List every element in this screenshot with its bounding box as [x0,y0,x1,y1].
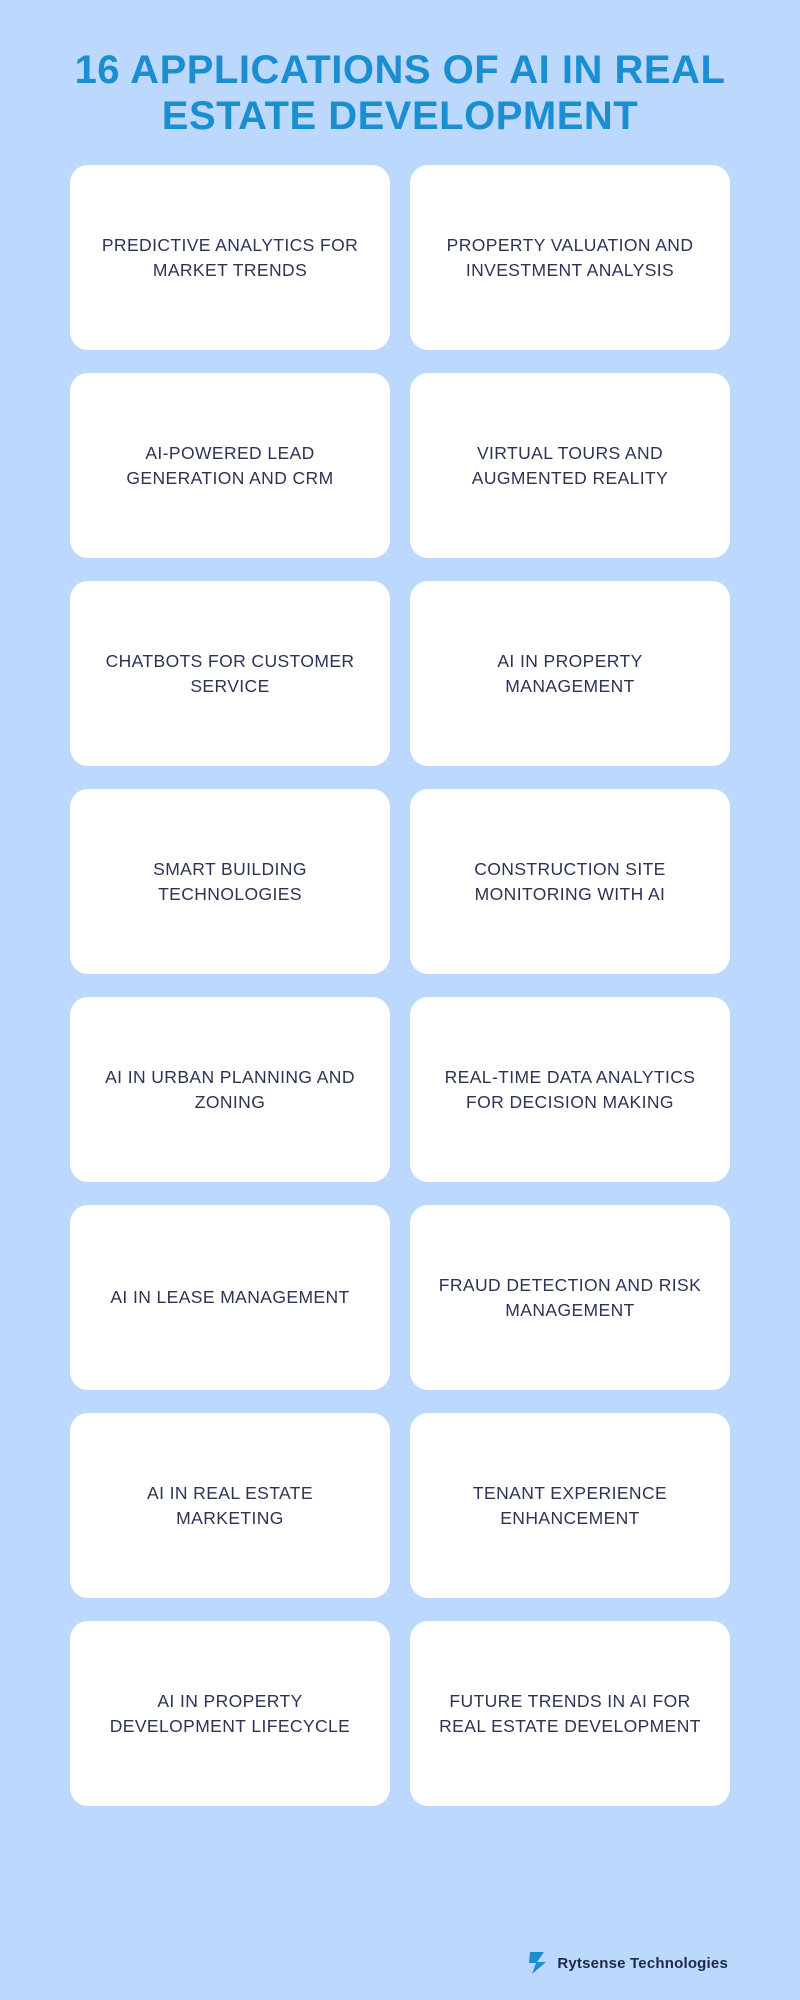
application-card-label: REAL-TIME DATA ANALYTICS FOR DECISION MAKING [444,1067,696,1112]
application-card[interactable] [410,581,730,766]
application-card-label: AI IN PROPERTY DEVELOPMENT LIFECYCLE [109,1691,351,1736]
application-card[interactable] [410,789,730,974]
application-card-label: CONSTRUCTION SITE MONITORING WITH AI [474,859,666,904]
application-card[interactable] [70,581,390,766]
application-card-label: VIRTUAL TOURS AND AUGMENTED REALITY [471,443,669,488]
application-card-label: TENANT EXPERIENCE ENHANCEMENT [472,1483,668,1528]
application-card-label: AI IN LEASE MANAGEMENT [110,1287,350,1308]
application-card[interactable] [70,165,390,350]
application-card[interactable] [410,1205,730,1390]
application-card-label: AI IN URBAN PLANNING AND ZONING [105,1067,355,1112]
footer-branding [0,1950,800,2000]
application-card[interactable] [70,1205,390,1390]
application-card-label: PROPERTY VALUATION AND INVESTMENT ANALYSIS [446,235,694,280]
application-card-label: PREDICTIVE ANALYTICS FOR MARKET TRENDS [101,235,359,280]
application-card[interactable] [70,789,390,974]
application-card-label: AI IN REAL ESTATE MARKETING [147,1483,313,1528]
application-card-label: FUTURE TRENDS IN AI FOR REAL ESTATE DEVELOPMENT [439,1691,701,1736]
applications-grid [70,165,730,1806]
application-card-label: AI IN PROPERTY MANAGEMENT [497,651,643,696]
application-card[interactable] [70,373,390,558]
application-card[interactable] [410,165,730,350]
application-card-label: AI-POWERED LEAD GENERATION AND CRM [126,443,334,488]
application-card[interactable] [410,373,730,558]
application-card-label: CHATBOTS FOR CUSTOMER SERVICE [105,651,355,696]
application-card[interactable] [70,997,390,1182]
application-card[interactable] [70,1621,390,1806]
arrow-flag-icon [527,1950,549,1976]
title-block [0,0,800,153]
application-card[interactable] [70,1413,390,1598]
application-card-label: SMART BUILDING TECHNOLOGIES [153,859,307,904]
page-title: 16 APPLICATIONS OF AI IN REAL ESTATE DEVELOPMENT [74,48,726,138]
application-card-label: FRAUD DETECTION AND RISK MANAGEMENT [438,1275,702,1320]
application-card[interactable] [410,997,730,1182]
application-card[interactable] [410,1621,730,1806]
application-card[interactable] [410,1413,730,1598]
brand-name: Rytsense Technologies [557,1954,728,1972]
